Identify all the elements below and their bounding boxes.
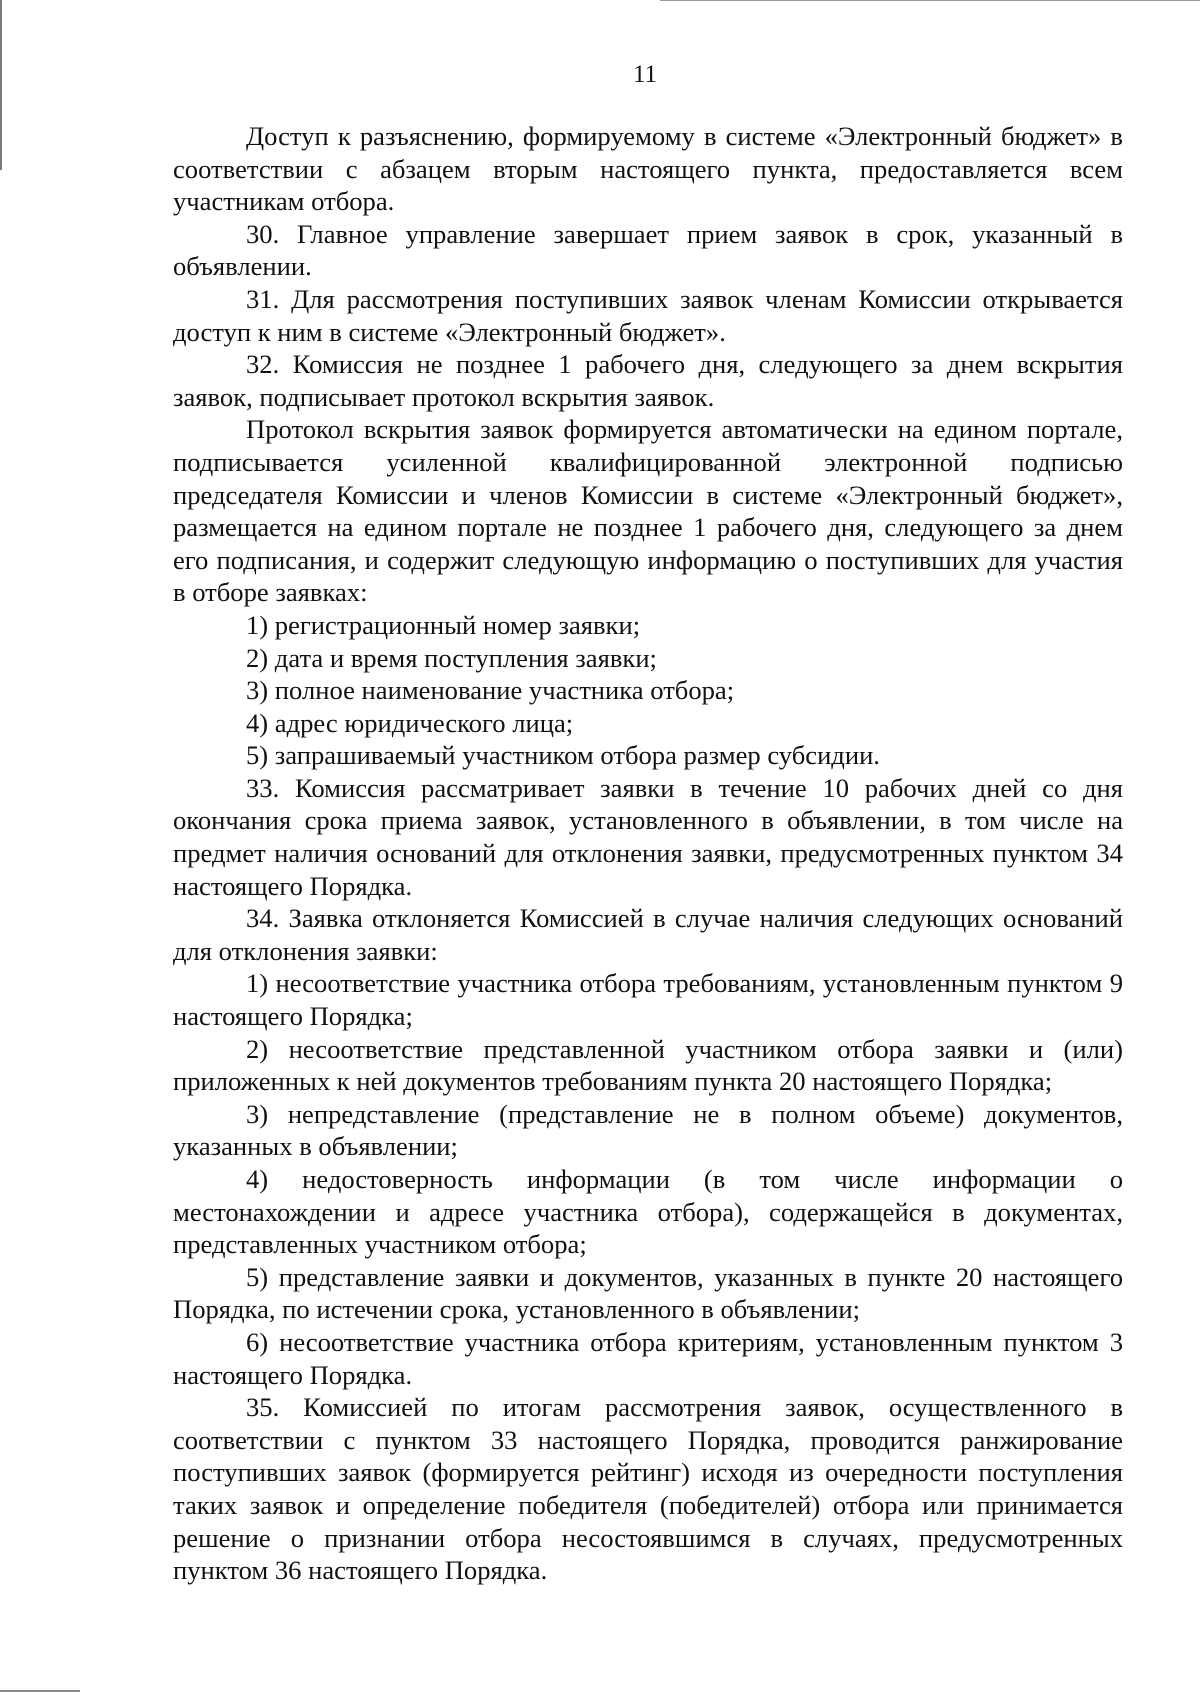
paragraph-32: 32. Комиссия не позднее 1 рабочего дня, следующего за днем вскрытия заявок, подписывает протокол вскрытия заявок. — [173, 349, 1123, 412]
paragraph-33: 33. Комиссия рассматривает заявки в течение 10 рабочих дней со дня окончания срока приема заявок, установленного в объявлении, в том числе на предмет наличия оснований для отклонения заявки, предусмотренных пунктом 34 настоящего Порядка. — [173, 772, 1123, 901]
paragraph-protocol: Протокол вскрытия заявок формируется автоматически на едином портале, подписывается усиленной квалифицированной электронной подписью председателя Комиссии и членов Комиссии в системе «Электронный бюджет», размещается на едином портале не позднее 1 рабочего дня, следующего за днем его подписания, и содержит следующую информацию о поступивших для участия в отборе заявках: — [173, 414, 1123, 608]
paragraph-30: 30. Главное управление завершает прием заявок в срок, указанный в объявлении. — [173, 218, 1123, 282]
list-item-protocol-4: 4) адрес юридического лица; — [246, 707, 574, 738]
list-item-protocol-5: 5) запрашиваемый участником отбора размер субсидии. — [246, 740, 880, 771]
list-item-rejection-5: 5) представление заявки и документов, указанных в пункте 20 настоящего Порядка, по истечении срока, установленного в объявлении; — [173, 1261, 1123, 1325]
paragraph-31: 31. Для рассмотрения поступивших заявок членам Комиссии открывается доступ к ним в системе «Электронный бюджет». — [173, 283, 1123, 347]
document-body — [173, 120, 1123, 1587]
list-item-rejection-4: 4) недостоверность информации (в том числе информации о местонахождении и адресе участника отбора), содержащейся в документах, представленных участником отбора; — [173, 1164, 1123, 1260]
list-item-rejection-6: 6) несоответствие участника отбора критериям, установленным пунктом 3 настоящего Порядка. — [173, 1326, 1123, 1390]
paragraph-34: 34. Заявка отклоняется Комиссией в случае наличия следующих оснований для отклонения заявки: — [173, 903, 1123, 966]
paragraph-35: 35. Комиссией по итогам рассмотрения заявок, осуществленного в соответствии с пунктом 33 настоящего Порядка, проводится ранжирование поступивших заявок (формируется рейтинг) исходя из очередности поступления таких заявок и определение победителя (победителей) отбора или принимается решение о признании отбора несостоявшимся в случаях, предусмотренных пунктом 36 настоящего Порядка. — [173, 1392, 1123, 1586]
list-item-rejection-2: 2) несоответствие представленной участником отбора заявки и (или) приложенных к ней документов требованиям пункта 20 настоящего Порядка; — [173, 1033, 1123, 1097]
list-item-protocol-3: 3) полное наименование участника отбора; — [246, 675, 735, 706]
list-item-rejection-1: 1) несоответствие участника отбора требованиям, установленным пунктом 9 настоящего Порядка; — [173, 968, 1123, 1032]
paragraph-access-clarification: Доступ к разъяснению, формируемому в системе «Электронный бюджет» в соответствии с абзацем вторым настоящего пункта, предоставляется всем участникам отбора. — [173, 121, 1123, 217]
scan-edge-bottom — [0, 1690, 80, 1692]
page-number: 11 — [632, 61, 658, 88]
list-item-protocol-1: 1) регистрационный номер заявки; — [246, 609, 641, 640]
scan-edge-top — [660, 0, 1200, 1]
list-item-protocol-2: 2) дата и время поступления заявки; — [246, 642, 657, 673]
list-item-rejection-3: 3) непредставление (представление не в полном объеме) документов, указанных в объявлении; — [173, 1098, 1123, 1162]
